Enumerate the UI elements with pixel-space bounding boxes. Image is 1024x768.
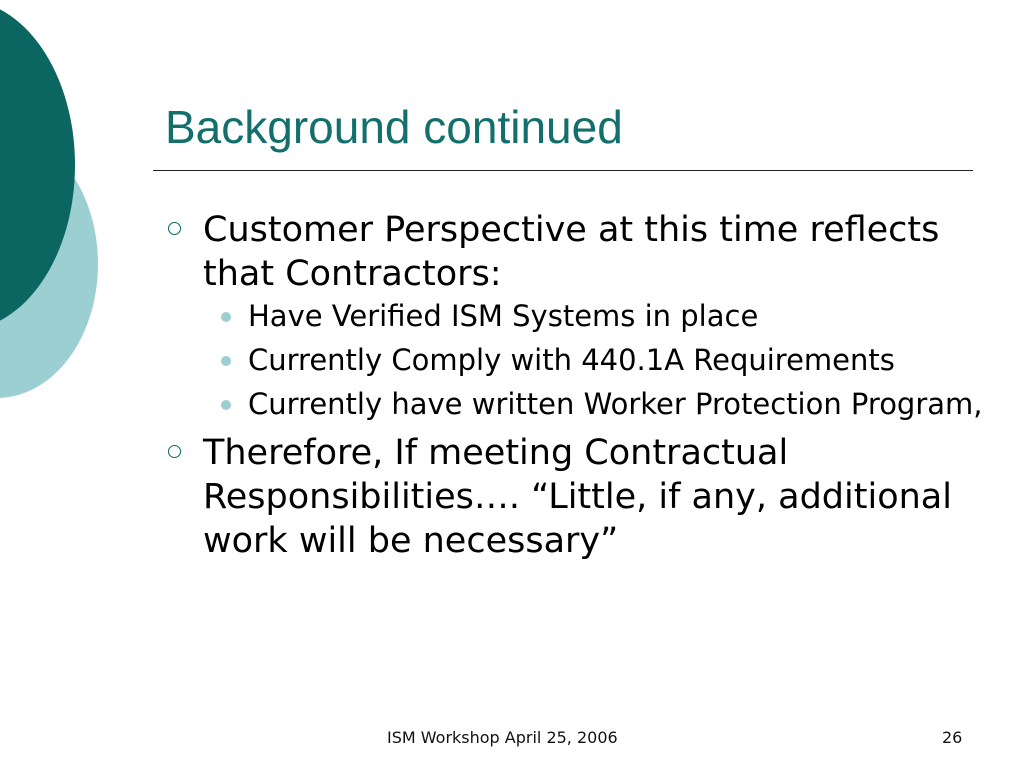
hollow-circle-bullet-icon [168, 445, 181, 458]
hollow-circle-bullet-icon [168, 222, 181, 235]
title-divider [153, 170, 973, 171]
sub-bullet-verified-ism [165, 298, 985, 335]
slide-number: 26 [942, 728, 963, 747]
sub-bullet-text: Currently have written Worker Protection Program, [248, 387, 983, 421]
bullet-therefore [165, 431, 985, 563]
bullet-customer-perspective [165, 208, 985, 296]
sub-bullet-comply-440 [165, 342, 985, 379]
slide-footer [0, 728, 1024, 748]
slide-body [165, 208, 985, 563]
dot-bullet-icon [221, 400, 231, 410]
dot-bullet-icon [221, 312, 231, 322]
sub-bullet-worker-protection [165, 386, 985, 423]
slide-title: Background continued [165, 101, 623, 153]
dot-bullet-icon [221, 356, 231, 366]
footer-text: ISM Workshop April 25, 2006 [387, 728, 618, 747]
bullet-text: Therefore, If meeting Contractual Responsibilities…. “Little, if any, additional work will be necessary” [203, 433, 952, 561]
sub-bullet-text: Have Verified ISM Systems in place [248, 299, 759, 333]
sub-bullet-text: Currently Comply with 440.1A Requirements [248, 343, 895, 377]
bullet-text: Customer Perspective at this time reflects that Contractors: [203, 210, 940, 294]
